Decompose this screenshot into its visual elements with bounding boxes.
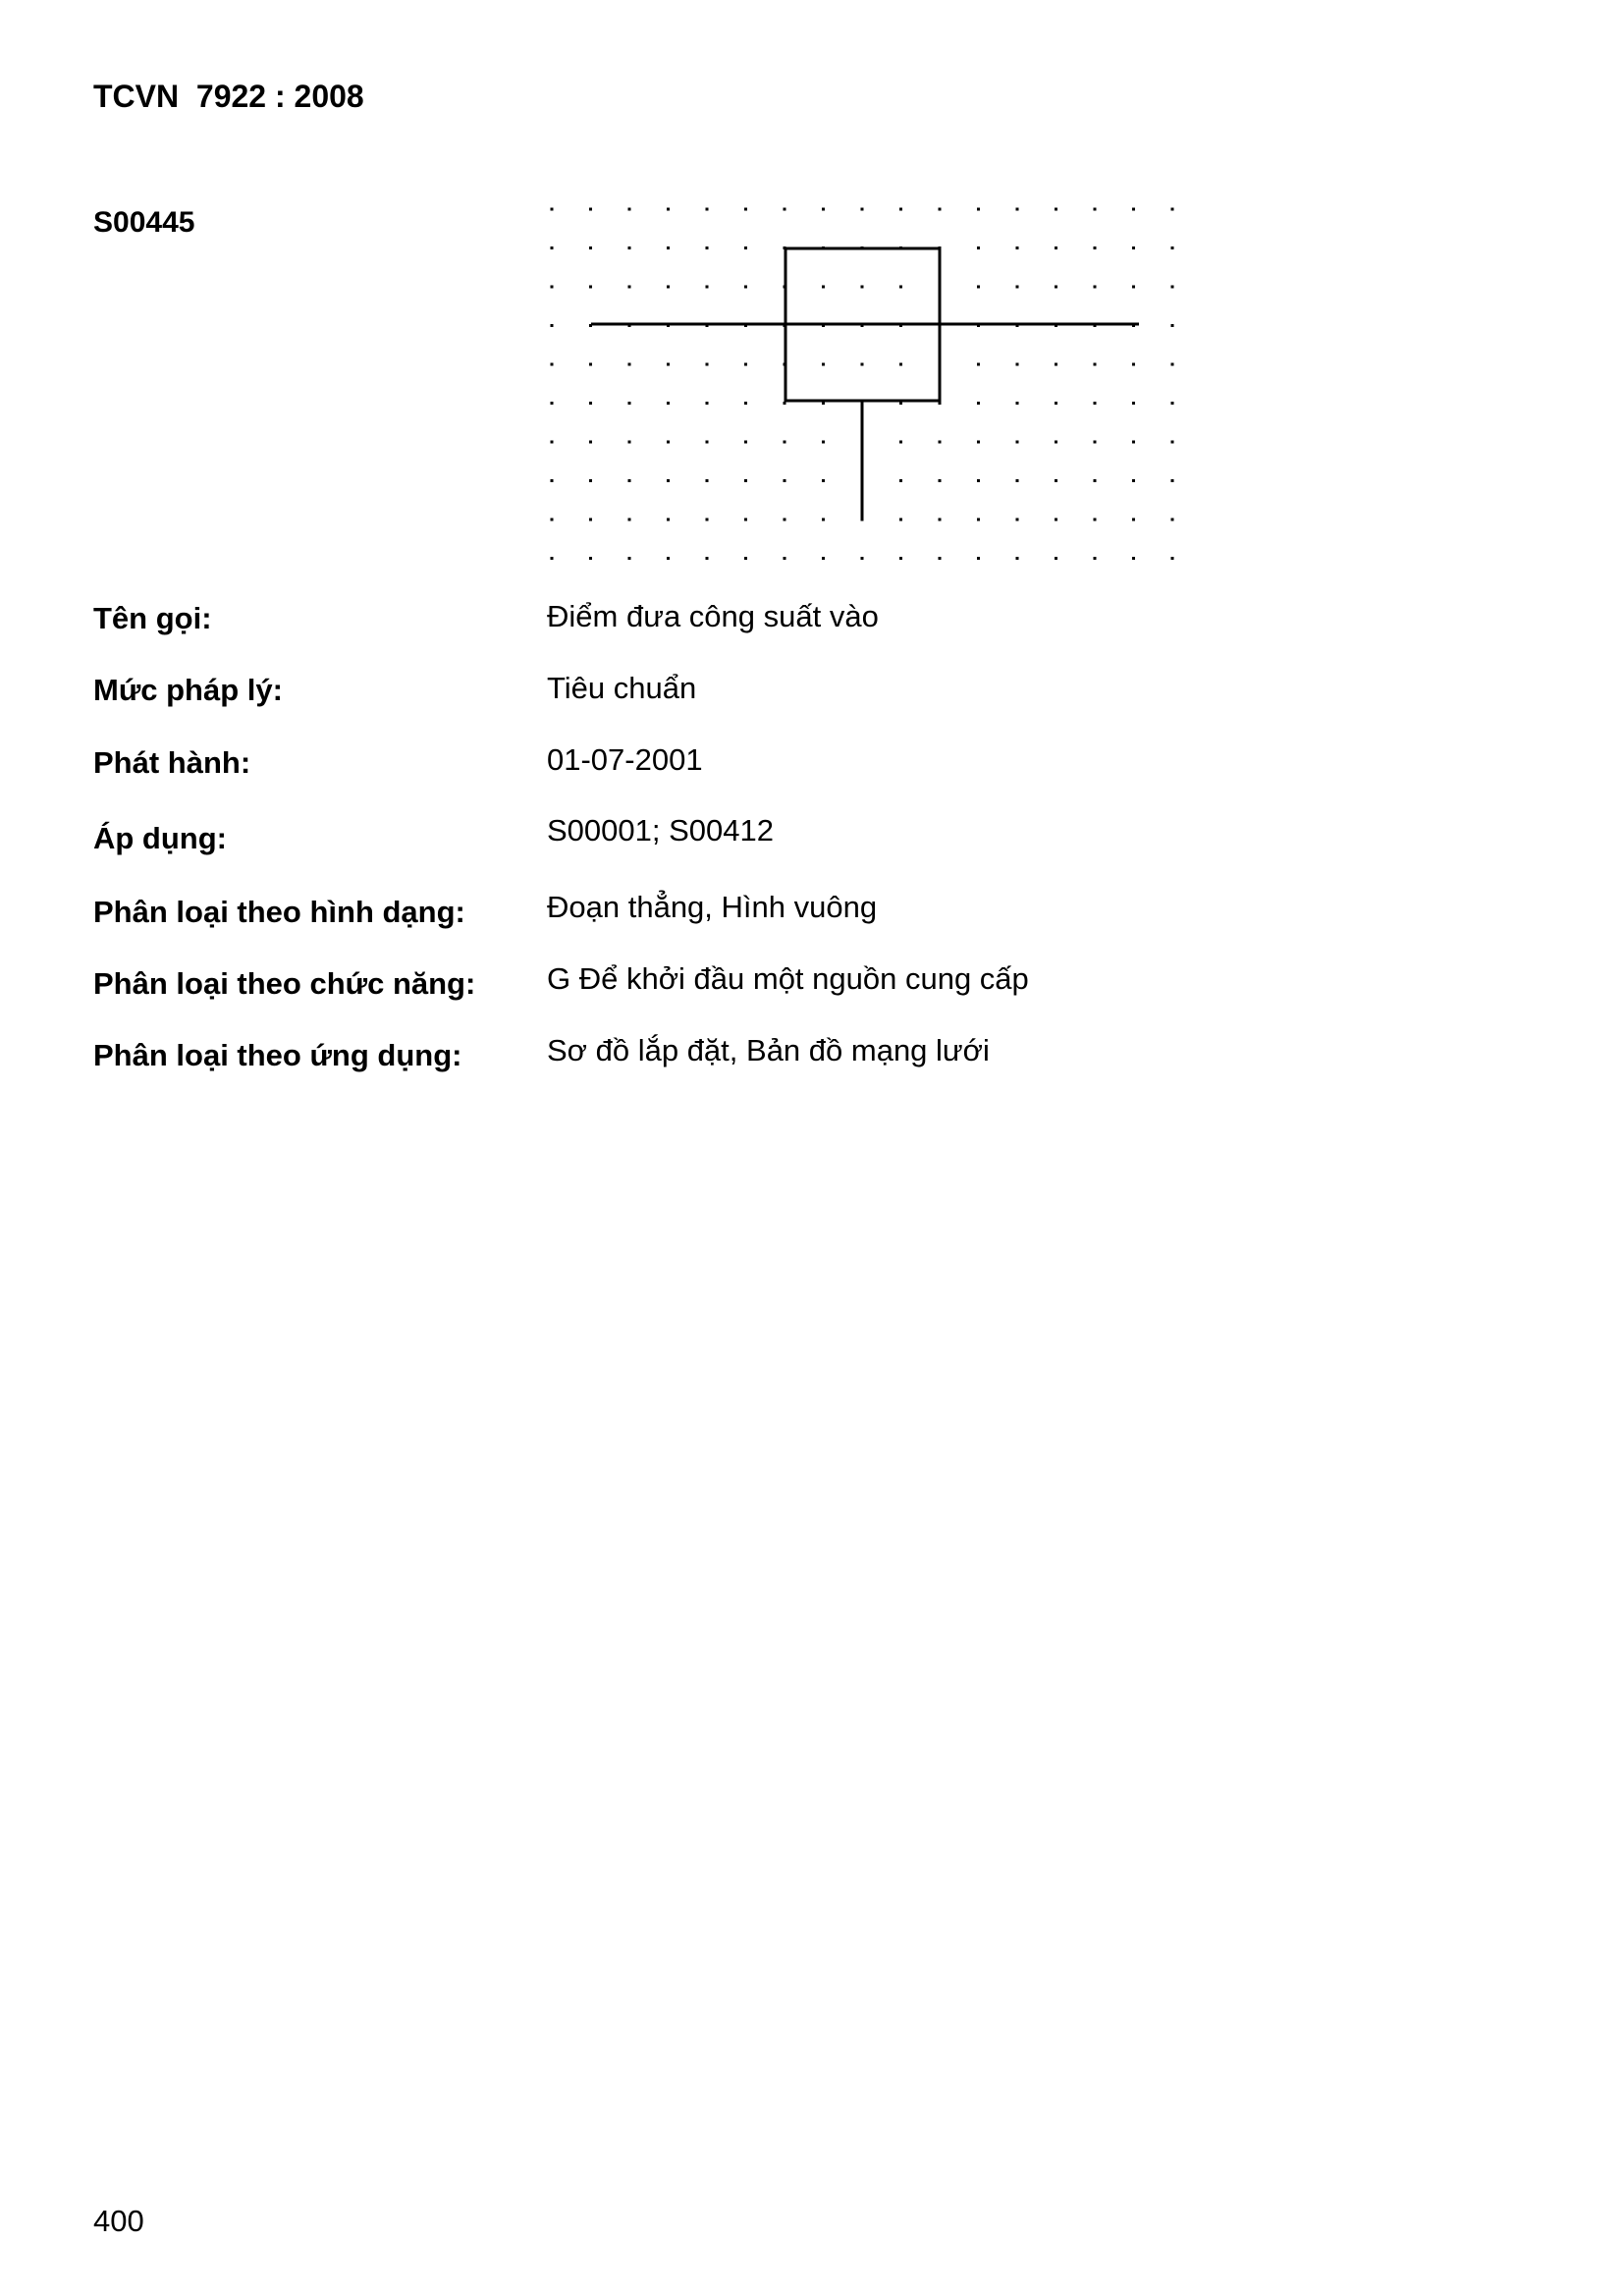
grid-dot xyxy=(861,208,864,211)
grid-dot xyxy=(1016,208,1019,211)
grid-dot xyxy=(1055,519,1057,521)
grid-dot xyxy=(628,208,631,211)
grid-dot xyxy=(706,441,709,444)
grid-dot xyxy=(628,441,631,444)
grid-dot xyxy=(706,557,709,560)
grid-dot xyxy=(822,441,825,444)
grid-dot xyxy=(939,557,942,560)
grid-dot xyxy=(977,286,980,289)
grid-dot xyxy=(589,441,592,444)
grid-dot xyxy=(667,363,670,366)
grid-dot xyxy=(667,519,670,521)
grid-dot xyxy=(1055,441,1057,444)
grid-dot xyxy=(1171,286,1174,289)
field-value-legal-level: Tiêu chuẩn xyxy=(547,671,697,705)
grid-dot xyxy=(822,557,825,560)
grid-dot xyxy=(589,286,592,289)
grid-dot xyxy=(744,286,747,289)
grid-dot xyxy=(1055,286,1057,289)
field-label-issued: Phát hành: xyxy=(93,745,251,780)
field-value-applies: S00001; S00412 xyxy=(547,813,774,847)
grid-dot xyxy=(939,208,942,211)
grid-dot xyxy=(1171,557,1174,560)
grid-dot xyxy=(1132,441,1135,444)
grid-dot xyxy=(1132,363,1135,366)
grid-dot xyxy=(1171,246,1174,249)
grid-dot xyxy=(551,441,554,444)
page-number: 400 xyxy=(93,2204,144,2238)
grid-dot xyxy=(1094,519,1097,521)
grid-dot xyxy=(977,557,980,560)
grid-dot xyxy=(1132,479,1135,482)
grid-dot xyxy=(551,286,554,289)
grid-dot xyxy=(1016,286,1019,289)
grid-dot xyxy=(1171,441,1174,444)
grid-dot xyxy=(744,441,747,444)
grid-dot xyxy=(861,363,864,366)
grid-dot xyxy=(1055,557,1057,560)
grid-dot xyxy=(784,208,786,211)
grid-dot xyxy=(1016,557,1019,560)
grid-dot xyxy=(822,363,825,366)
field-label-legal-level: Mức pháp lý: xyxy=(93,673,283,707)
grid-dot xyxy=(744,557,747,560)
grid-dot xyxy=(744,363,747,366)
grid-dot xyxy=(706,479,709,482)
grid-dot xyxy=(822,208,825,211)
grid-dot xyxy=(1055,246,1057,249)
grid-dot xyxy=(667,208,670,211)
grid-dot xyxy=(706,363,709,366)
grid-dot xyxy=(1132,286,1135,289)
grid-dot xyxy=(977,208,980,211)
grid-dot xyxy=(1132,246,1135,249)
grid-dot xyxy=(1171,519,1174,521)
grid-dot xyxy=(706,402,709,405)
grid-dot xyxy=(1094,441,1097,444)
grid-dot xyxy=(1171,208,1174,211)
symbol-code: S00445 xyxy=(93,206,195,239)
grid-dot xyxy=(551,208,554,211)
grid-dot xyxy=(1016,246,1019,249)
grid-dot xyxy=(589,479,592,482)
grid-dot xyxy=(861,286,864,289)
grid-dot xyxy=(744,479,747,482)
grid-dot xyxy=(628,246,631,249)
grid-dot xyxy=(628,557,631,560)
grid-dot xyxy=(977,479,980,482)
grid-dot xyxy=(744,208,747,211)
grid-dot xyxy=(977,363,980,366)
grid-dot xyxy=(667,479,670,482)
grid-dot xyxy=(784,441,786,444)
grid-dot xyxy=(589,246,592,249)
standard-header: TCVN 7922 : 2008 xyxy=(93,79,364,114)
grid-dot xyxy=(939,519,942,521)
grid-dot xyxy=(589,519,592,521)
grid-dot xyxy=(939,441,942,444)
grid-dot xyxy=(706,246,709,249)
grid-dot xyxy=(1094,286,1097,289)
grid-dot xyxy=(784,557,786,560)
grid-dot xyxy=(667,286,670,289)
grid-dot xyxy=(589,557,592,560)
grid-dot xyxy=(1094,208,1097,211)
grid-dot xyxy=(667,246,670,249)
grid-dot xyxy=(667,402,670,405)
grid-dot xyxy=(744,519,747,521)
grid-dot xyxy=(628,479,631,482)
grid-dot xyxy=(977,519,980,521)
grid-dot xyxy=(1055,363,1057,366)
grid-dot xyxy=(1171,363,1174,366)
grid-dot xyxy=(899,286,902,289)
grid-dot xyxy=(899,519,902,521)
grid-dot xyxy=(551,519,554,521)
grid-dot xyxy=(1094,479,1097,482)
grid-dot xyxy=(628,519,631,521)
grid-dot xyxy=(744,402,747,405)
grid-dot xyxy=(1132,208,1135,211)
grid-dot xyxy=(1094,246,1097,249)
grid-dot xyxy=(667,557,670,560)
field-value-issued: 01-07-2001 xyxy=(547,742,703,777)
grid-dot xyxy=(551,246,554,249)
grid-dot xyxy=(628,363,631,366)
grid-dot xyxy=(899,208,902,211)
grid-dot xyxy=(784,479,786,482)
grid-dot xyxy=(1016,441,1019,444)
grid-dot xyxy=(551,557,554,560)
field-label-shape-class: Phân loại theo hình dạng: xyxy=(93,895,465,929)
grid-dot xyxy=(667,441,670,444)
grid-dot xyxy=(977,246,980,249)
field-value-function-class: G Để khởi đầu một nguồn cung cấp xyxy=(547,961,1029,996)
grid-dot xyxy=(822,286,825,289)
grid-dot xyxy=(1132,519,1135,521)
field-value-shape-class: Đoạn thẳng, Hình vuông xyxy=(547,890,878,924)
grid-dot xyxy=(1016,363,1019,366)
grid-dot xyxy=(628,402,631,405)
grid-dot xyxy=(977,441,980,444)
grid-dot xyxy=(899,441,902,444)
grid-dot xyxy=(1055,479,1057,482)
grid-dot xyxy=(551,402,554,405)
grid-dot xyxy=(589,402,592,405)
grid-dot xyxy=(1016,402,1019,405)
grid-dot xyxy=(589,363,592,366)
grid-dot xyxy=(822,519,825,521)
grid-dot xyxy=(1016,479,1019,482)
grid-dot xyxy=(1055,208,1057,211)
power-input-point-symbol-icon xyxy=(530,191,1198,574)
grid-dot xyxy=(628,286,631,289)
grid-dot xyxy=(899,557,902,560)
grid-dot xyxy=(899,363,902,366)
grid-dot xyxy=(706,286,709,289)
field-label-applies: Áp dụng: xyxy=(93,821,228,855)
grid-dot xyxy=(706,519,709,521)
grid-dot xyxy=(1094,402,1097,405)
grid-dot xyxy=(1094,363,1097,366)
grid-dot xyxy=(706,208,709,211)
grid-dot xyxy=(939,479,942,482)
grid-dot xyxy=(822,479,825,482)
field-label-application-class: Phân loại theo ứng dụng: xyxy=(93,1038,462,1072)
grid-dot xyxy=(1132,557,1135,560)
grid-dot xyxy=(784,519,786,521)
field-value-name: Điểm đưa công suất vào xyxy=(547,599,879,633)
grid-dot xyxy=(1171,324,1174,327)
grid-dot xyxy=(1094,557,1097,560)
grid-dot xyxy=(977,402,980,405)
grid-dot xyxy=(744,246,747,249)
grid-dot xyxy=(1055,402,1057,405)
grid-dot xyxy=(551,363,554,366)
field-label-function-class: Phân loại theo chức năng: xyxy=(93,966,476,1001)
symbol-drawing xyxy=(591,248,1139,519)
grid-dot xyxy=(1016,519,1019,521)
grid-dot xyxy=(1132,402,1135,405)
grid-dot xyxy=(1171,402,1174,405)
grid-dot xyxy=(1171,479,1174,482)
grid-dot xyxy=(589,208,592,211)
grid-dot xyxy=(899,479,902,482)
grid-dot xyxy=(861,557,864,560)
grid-dot xyxy=(551,324,554,327)
field-value-application-class: Sơ đồ lắp đặt, Bản đồ mạng lưới xyxy=(547,1033,990,1067)
field-label-name: Tên gọi: xyxy=(93,601,212,635)
grid-dot xyxy=(551,479,554,482)
